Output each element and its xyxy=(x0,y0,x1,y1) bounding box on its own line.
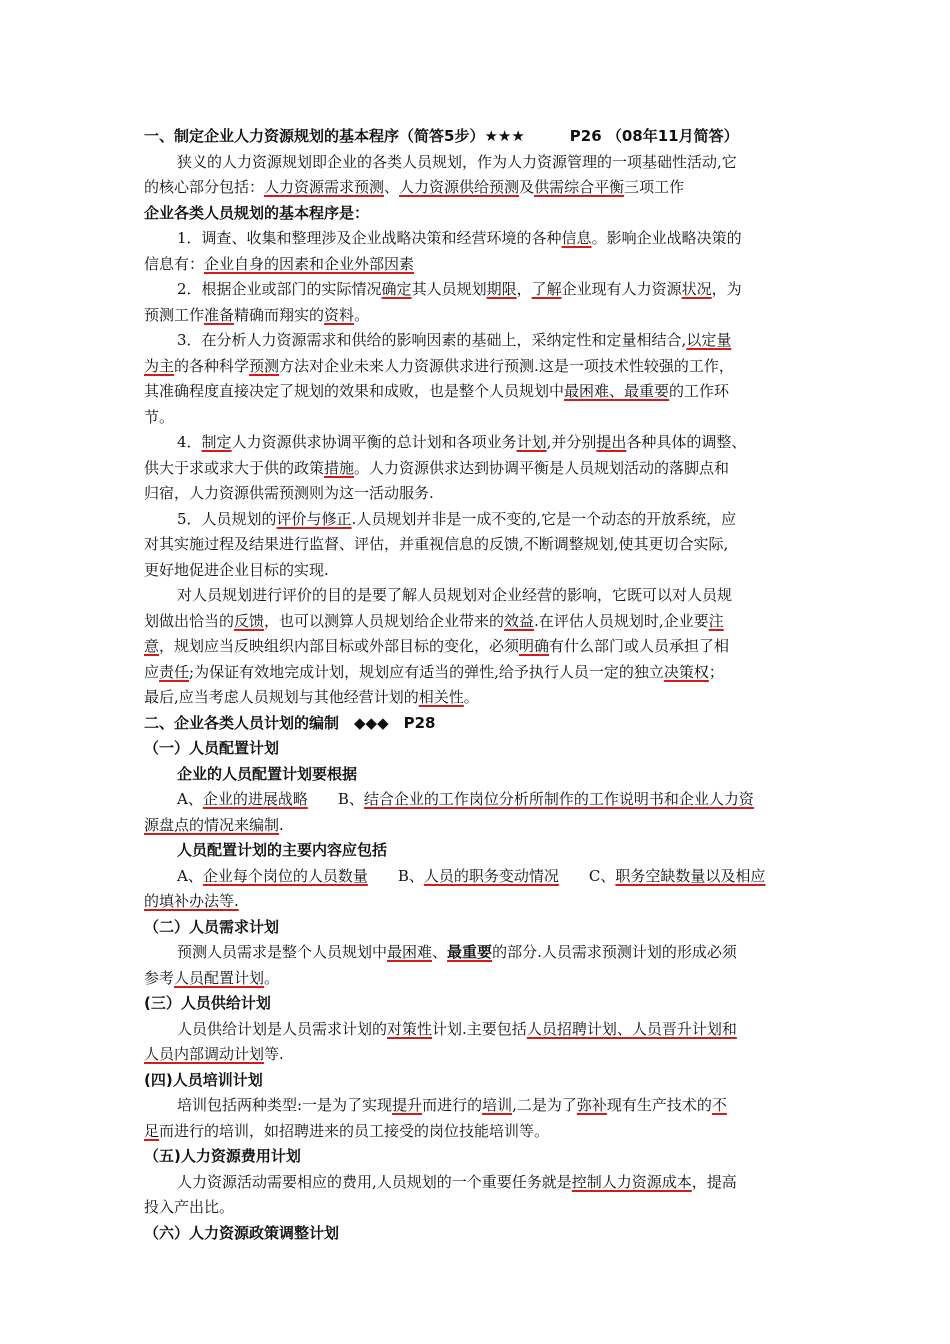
underlined-text: 最困难、最重要 xyxy=(564,382,670,400)
text-span: 划做出恰当的 xyxy=(144,611,235,630)
underlined-text: 提出 xyxy=(596,433,627,451)
text-span: ，也可以测算人员规划给企业带来的 xyxy=(264,611,505,630)
underlined-text: 对策性 xyxy=(387,1019,433,1038)
text-span: 精确而翔实的 xyxy=(234,305,325,324)
text-line xyxy=(144,430,810,456)
text-span: 对其实施过程及结果进行监督、评估，并重视信息的反馈,不断调整规划,使其更切合实际, xyxy=(144,535,729,553)
underlined-text: 职务空缺数量以及相应 xyxy=(615,866,766,885)
text-span: 计划.主要包括 xyxy=(432,1019,527,1038)
text-span: 供大于求或求大于供的政策 xyxy=(144,458,325,477)
heading-line xyxy=(144,1068,810,1094)
heading-line xyxy=(144,1144,810,1170)
underlined-text: 企业每个岗位的人员数量 xyxy=(202,866,368,885)
text-span: ； xyxy=(708,662,724,681)
text-line xyxy=(144,277,810,303)
text-span: ,并分别 xyxy=(546,433,597,451)
text-span: 预测人员需求是整个人员规划中 xyxy=(177,943,388,961)
text-span: 三项工作 xyxy=(624,178,685,196)
underlined-text: 供需综合平衡 xyxy=(534,178,625,196)
underlined-text: 提升 xyxy=(392,1096,423,1114)
text-span: 狭义的人力资源规划即企业的各类人员规划，作为人力资源管理的一项基础性活动,它 xyxy=(177,152,737,171)
text-span: 投入产出比。 xyxy=(144,1198,235,1216)
text-line xyxy=(144,660,810,686)
text-line xyxy=(144,609,810,635)
text-line xyxy=(144,1042,810,1068)
text-line xyxy=(144,226,810,252)
text-line xyxy=(144,966,810,992)
underlined-text: 最重要 xyxy=(447,943,493,961)
text-span: ， xyxy=(516,280,532,298)
underlined-text: 企业的进展战略 xyxy=(202,790,308,808)
text-span: 。 xyxy=(264,968,280,987)
underlined-text: 以定量 xyxy=(686,331,732,349)
text-line xyxy=(144,1119,810,1145)
text-span: 的部分.人员需求预测计划的形成必须 xyxy=(492,943,737,961)
text-line xyxy=(144,150,810,176)
underlined-text: 人力资源需求预测 xyxy=(264,178,385,196)
underlined-text: 人员招聘计划、人员晋升计划和 xyxy=(526,1019,737,1038)
text-line xyxy=(144,1195,810,1221)
text-span: 5．人员规划的 xyxy=(177,509,277,528)
text-span: （二）人员需求计划 xyxy=(144,917,280,936)
text-line xyxy=(144,303,810,329)
underlined-text: 反馈 xyxy=(234,611,265,630)
text-span: 。 xyxy=(354,305,370,324)
text-line xyxy=(144,532,810,558)
text-span: 节。 xyxy=(144,407,175,426)
text-span: 参考 xyxy=(144,968,175,987)
underlined-text: 为主 xyxy=(144,356,175,375)
underlined-text: 意 xyxy=(144,637,160,655)
text-line xyxy=(144,405,810,431)
text-span: 等. xyxy=(264,1045,284,1063)
text-span: 。影响企业战略决策的 xyxy=(591,229,742,247)
text-span: 一、制定企业人力资源规划的基本程序（简答5步）★★★ P26 （08年11月简答） xyxy=(144,127,739,145)
heading-line xyxy=(144,1221,810,1247)
text-span: C、 xyxy=(558,866,616,885)
underlined-text: 信息 xyxy=(561,229,592,247)
underlined-text: 制定 xyxy=(201,433,232,451)
underlined-text: 足 xyxy=(144,1121,160,1140)
underlined-text: 最困难 xyxy=(387,943,433,961)
text-span: ;为保证有效地完成计划，规划应有适当的弹性,给予执行人员一定的独立 xyxy=(189,662,664,681)
underlined-text: 人力资源供给预测 xyxy=(399,178,520,196)
text-line xyxy=(144,175,810,201)
text-span: ，为 xyxy=(711,280,742,298)
text-span: 企业现有人力资源 xyxy=(561,280,682,298)
text-line xyxy=(144,507,810,533)
underlined-text: 了解 xyxy=(531,280,562,298)
text-line xyxy=(144,583,810,609)
text-span: 的各种科学 xyxy=(174,356,250,375)
underlined-text: 结合企业的工作岗位分析所制作的工作说明书和企业人力资 xyxy=(363,790,754,808)
text-span: 培训包括两种类型:一是为了实现 xyxy=(177,1096,393,1114)
underlined-text: 人员的职务变动情况 xyxy=(423,866,559,885)
text-span: 对人员规划进行评价的目的是要了解人员规划对企业经营的影响，它既可以对人员规 xyxy=(177,586,733,604)
text-span: 3．在分析人力资源需求和供给的影响因素的基础上，采纳定性和定量相结合, xyxy=(177,331,687,349)
text-span: 。 xyxy=(463,688,479,706)
text-span: (四)人员培训计划 xyxy=(144,1070,263,1089)
underlined-text: 培训 xyxy=(482,1096,513,1114)
text-span: B、 xyxy=(307,790,364,808)
heading-line xyxy=(144,991,810,1017)
text-line xyxy=(144,634,810,660)
text-span: 企业各类人员规划的基本程序是： xyxy=(144,203,370,222)
text-line xyxy=(144,252,810,278)
underlined-text: 决策权 xyxy=(663,662,709,681)
text-span: 预测工作 xyxy=(144,305,205,324)
text-span: 其人员规划 xyxy=(411,280,487,298)
text-line xyxy=(144,1017,810,1043)
underlined-text: 措施 xyxy=(324,458,355,477)
text-span: . xyxy=(279,815,284,834)
text-line xyxy=(144,1170,810,1196)
text-span: 最后,应当考虑人员规划与其他经营计划的 xyxy=(144,688,419,706)
underlined-text: 资料 xyxy=(324,305,355,324)
text-line xyxy=(144,813,810,839)
text-span: 及 xyxy=(519,178,535,196)
text-span: (三）人员供给计划 xyxy=(144,994,271,1012)
text-line xyxy=(144,685,810,711)
text-line xyxy=(144,1093,810,1119)
text-span: ,二是为了 xyxy=(512,1096,577,1114)
text-span: 二、企业各类人员计划的编制 ◆◆◆ P28 xyxy=(144,713,436,732)
text-span: 应 xyxy=(144,662,160,681)
text-span: 归宿，人力资源供需预测则为这一活动服务. xyxy=(144,484,434,502)
text-span: .人员规划并非是一成不变的,它是一个动态的开放系统，应 xyxy=(351,509,737,528)
text-span: 人员供给计划是人员需求计划的 xyxy=(177,1019,388,1038)
text-span: A、 xyxy=(177,790,203,808)
text-span: A、 xyxy=(177,866,203,885)
underlined-text: 预测 xyxy=(249,356,280,375)
document-page xyxy=(144,124,810,1246)
underlined-text: 确定 xyxy=(381,280,412,298)
heading-line xyxy=(144,915,810,941)
text-span: 现有生产技术的 xyxy=(606,1096,712,1114)
text-span: 2．根据企业或部门的实际情况 xyxy=(177,280,382,298)
heading-line xyxy=(144,762,810,788)
text-span: 各种具体的调整、 xyxy=(626,433,747,451)
text-line xyxy=(144,379,810,405)
text-span: 有什么部门或人员承担了相 xyxy=(549,637,730,655)
underlined-text: 期限 xyxy=(486,280,517,298)
text-span: （六）人力资源政策调整计划 xyxy=(144,1223,340,1242)
text-span: 而进行的培训，如招聘进来的员工接受的岗位技能培训等。 xyxy=(159,1121,550,1140)
underlined-text: 企业自身的因素和企业外部因素 xyxy=(204,254,415,273)
text-span: （五)人力资源费用计划 xyxy=(144,1147,301,1165)
text-span: 人力资源供求协调平衡的总计划和各项业务 xyxy=(231,433,517,451)
text-span: 人员配置计划的主要内容应包括 xyxy=(177,841,388,859)
text-span: 、 xyxy=(384,178,400,196)
text-span: 其准确程度直接决定了规划的效果和成败，也是整个人员规划中 xyxy=(144,382,565,400)
text-span: 人力资源活动需要相应的费用,人员规划的一个重要任务就是 xyxy=(177,1172,572,1191)
text-line xyxy=(144,889,810,915)
heading-line xyxy=(144,124,810,150)
text-span: .在评估人员规划时,企业要 xyxy=(534,611,709,630)
text-span: 更好地促进企业目标的实现. xyxy=(144,560,329,579)
underlined-text: 源盘点的情况来编制 xyxy=(144,815,280,834)
text-span: （一）人员配置计划 xyxy=(144,739,280,757)
text-span: 方法对企业未来人力资源供求进行预测.这是一项技术性较强的工作， xyxy=(279,356,734,375)
underlined-text: 人员配置计划 xyxy=(174,968,265,987)
text-line xyxy=(144,354,810,380)
text-span: 4． xyxy=(177,433,202,451)
underlined-text: 计划 xyxy=(516,433,547,451)
text-span: 的工作环 xyxy=(669,382,730,400)
text-span: 1．调查、收集和整理涉及企业战略决策和经营环境的各种 xyxy=(177,229,562,247)
text-span: 信息有： xyxy=(144,254,205,273)
underlined-text: 相关性 xyxy=(418,688,464,706)
heading-line xyxy=(144,736,810,762)
text-span: 企业的人员配置计划要根据 xyxy=(177,764,358,783)
text-span: 的核心部分包括： xyxy=(144,178,265,196)
text-span: ，提高 xyxy=(691,1172,737,1191)
text-line xyxy=(144,456,810,482)
text-span: ，规划应当反映组织内部目标或外部目标的变化，必须 xyxy=(159,637,520,655)
text-span: B、 xyxy=(367,866,424,885)
underlined-text: 评价与修正 xyxy=(276,509,352,528)
heading-line xyxy=(144,838,810,864)
text-line xyxy=(144,940,810,966)
underlined-text: 效益 xyxy=(504,611,535,630)
heading-line xyxy=(144,201,810,227)
text-span: 。人力资源供求达到协调平衡是人员规划活动的落脚点和 xyxy=(354,458,730,477)
underlined-text: 的填补办法等. xyxy=(144,892,239,910)
text-line xyxy=(144,787,810,813)
underlined-text: 状况 xyxy=(681,280,712,298)
underlined-text: 准备 xyxy=(204,305,235,324)
underlined-text: 注 xyxy=(708,611,724,630)
text-line xyxy=(144,864,810,890)
underlined-text: 责任 xyxy=(159,662,190,681)
text-line xyxy=(144,558,810,584)
heading-line xyxy=(144,711,810,737)
underlined-text: 明确 xyxy=(519,637,550,655)
underlined-text: 弥补 xyxy=(576,1096,607,1114)
text-line xyxy=(144,481,810,507)
underlined-text: 人员内部调动计划 xyxy=(144,1045,265,1063)
text-span: 而进行的 xyxy=(422,1096,483,1114)
underlined-text: 控制人力资源成本 xyxy=(571,1172,692,1191)
underlined-text: 不 xyxy=(711,1096,727,1114)
text-line xyxy=(144,328,810,354)
text-span: 、 xyxy=(432,943,448,961)
